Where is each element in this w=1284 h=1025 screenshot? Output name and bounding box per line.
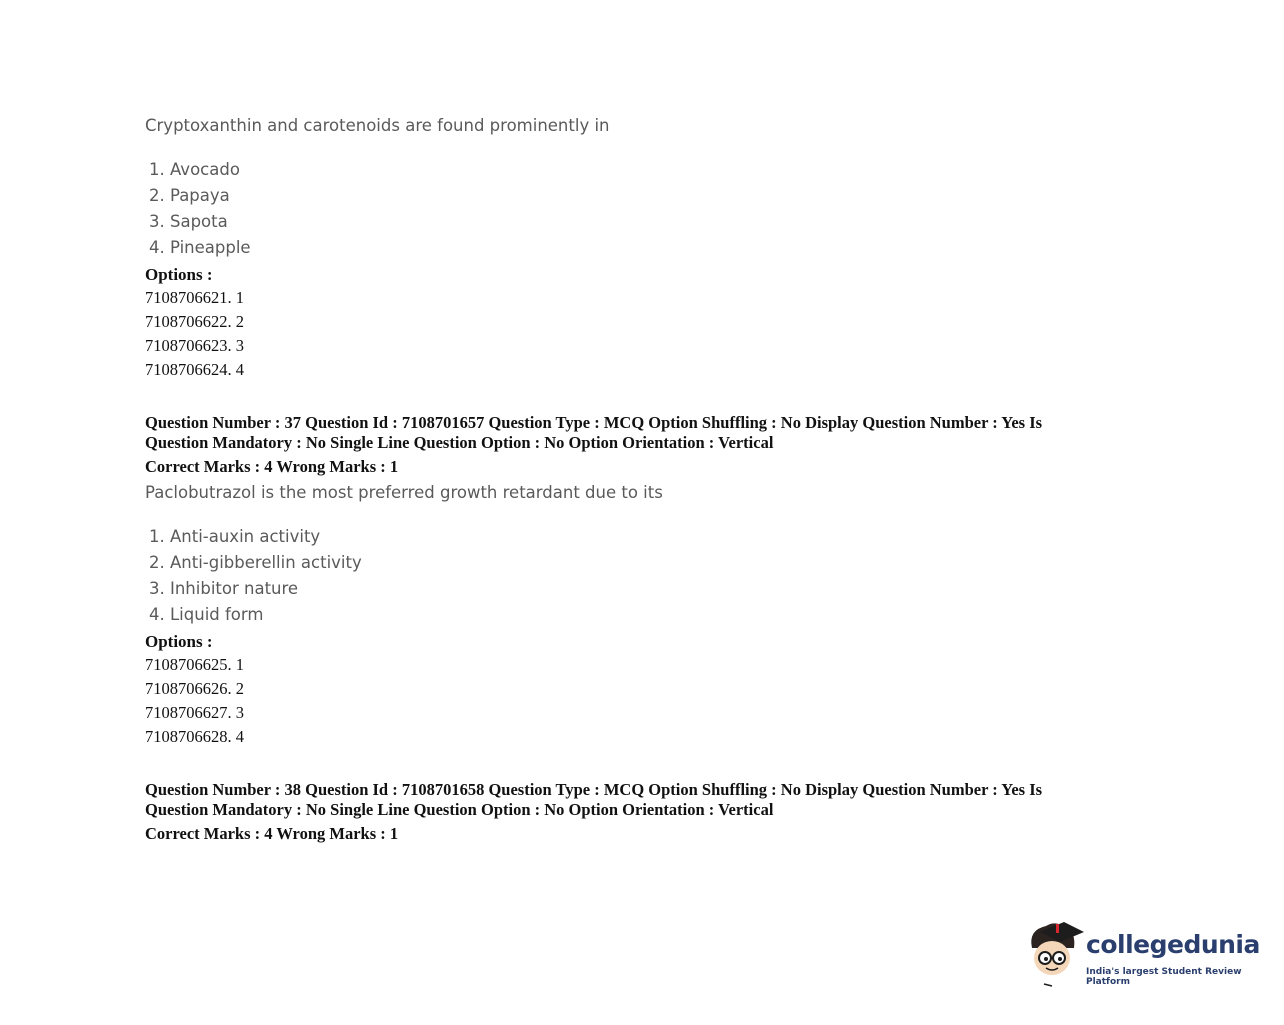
- question-38-marks: Correct Marks : 4 Wrong Marks : 1: [145, 824, 399, 843]
- choice-item: 4. Liquid form: [149, 605, 264, 624]
- question-37-options: [145, 653, 244, 749]
- question-37-marks: Correct Marks : 4 Wrong Marks : 1: [145, 457, 399, 476]
- choice-item: 1. Anti-auxin activity: [149, 527, 321, 546]
- option-item: 7108706628. 4: [145, 727, 244, 746]
- options-label: Options :: [145, 632, 213, 651]
- question-37-text: Paclobutrazol is the most preferred growth retardant due to its: [145, 483, 663, 502]
- meta-line: Question Mandatory : No Single Line Question Option : No Option Orientation : Vertical: [145, 800, 774, 819]
- mascot-icon: [1026, 918, 1086, 990]
- question-36-choices: [149, 157, 251, 261]
- option-item: 7108706621. 1: [145, 288, 244, 307]
- options-label: Options :: [145, 265, 213, 284]
- choice-item: 1. Avocado: [149, 160, 240, 179]
- choice-item: 2. Anti-gibberellin activity: [149, 553, 362, 572]
- question-36-text: Cryptoxanthin and carotenoids are found prominently in: [145, 116, 610, 135]
- choice-item: 2. Papaya: [149, 186, 230, 205]
- option-item: 7108706626. 2: [145, 679, 244, 698]
- option-item: 7108706627. 3: [145, 703, 244, 722]
- question-37-choices: [149, 524, 362, 628]
- meta-line: Question Number : 38 Question Id : 7108701658 Question Type : MCQ Option Shuffling : No Display Question Number : Yes Is: [145, 780, 1043, 799]
- logo-tagline: India's largest Student Review Platform: [1086, 967, 1242, 987]
- meta-line: Question Number : 37 Question Id : 7108701657 Question Type : MCQ Option Shuffling : No Display Question Number : Yes Is: [145, 413, 1043, 432]
- question-36-options: [145, 286, 244, 382]
- question-38-meta: [145, 780, 1105, 820]
- option-item: 7108706622. 2: [145, 312, 244, 331]
- option-item: 7108706624. 4: [145, 360, 244, 379]
- choice-item: 3. Inhibitor nature: [149, 579, 299, 598]
- collegedunia-logo: [1026, 918, 1266, 990]
- choice-item: 3. Sapota: [149, 212, 228, 231]
- option-item: 7108706623. 3: [145, 336, 244, 355]
- question-37-meta: [145, 413, 1105, 453]
- logo-wordmark: collegedunia: [1086, 930, 1260, 959]
- choice-item: 4. Pineapple: [149, 238, 251, 257]
- option-item: 7108706625. 1: [145, 655, 244, 674]
- meta-line: Question Mandatory : No Single Line Question Option : No Option Orientation : Vertical: [145, 433, 774, 452]
